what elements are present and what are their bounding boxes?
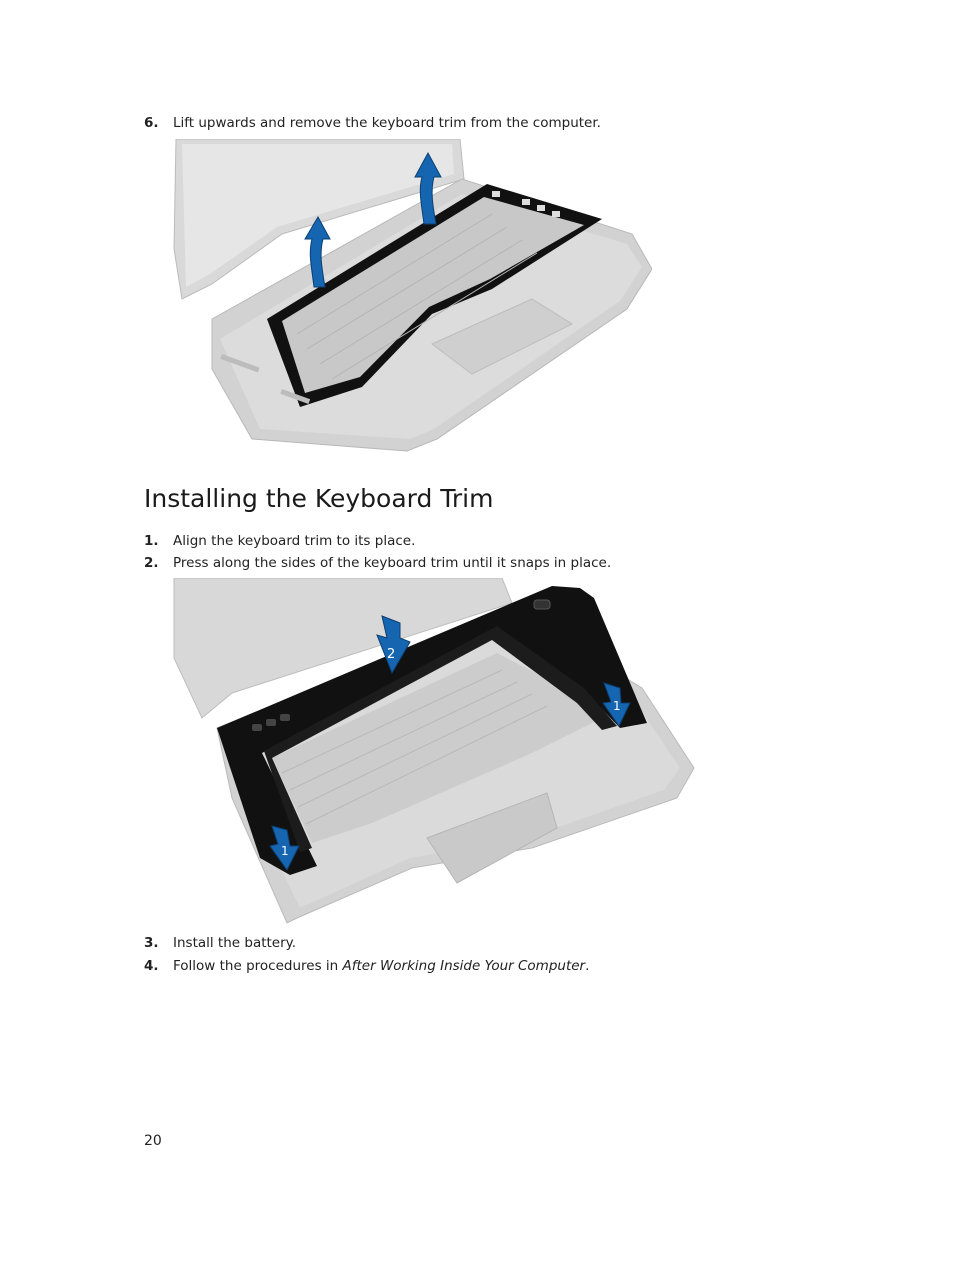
step-text-plain: Follow the procedures in [173,958,343,974]
step-number: 2. [144,555,159,571]
laptop-install-illustration [172,578,696,926]
step-text: Align the keyboard trim to its place. [173,533,416,549]
callout-1: 1 [281,844,289,858]
laptop-lift-illustration [172,139,652,457]
callout-1: 1 [613,699,621,713]
step-number: 1. [144,533,159,549]
step-text-reference: After Working Inside Your Computer [342,958,586,974]
step-text: Press along the sides of the keyboard trim until it snaps in place. [173,555,612,571]
step-text-end: . [585,958,590,974]
callout-2: 2 [387,647,396,662]
step-number: 3. [144,935,159,951]
step-text [173,957,589,975]
figure-install-keyboard-trim [172,578,696,926]
step-number: 6. [144,115,159,131]
figure-remove-keyboard-trim [172,139,652,457]
step-text: Install the battery. [173,935,297,951]
step-number: 4. [144,958,159,974]
section-title: Installing the Keyboard Trim [144,484,494,513]
page-number: 20 [144,1133,162,1149]
step-text: Lift upwards and remove the keyboard trim from the computer. [173,115,601,131]
